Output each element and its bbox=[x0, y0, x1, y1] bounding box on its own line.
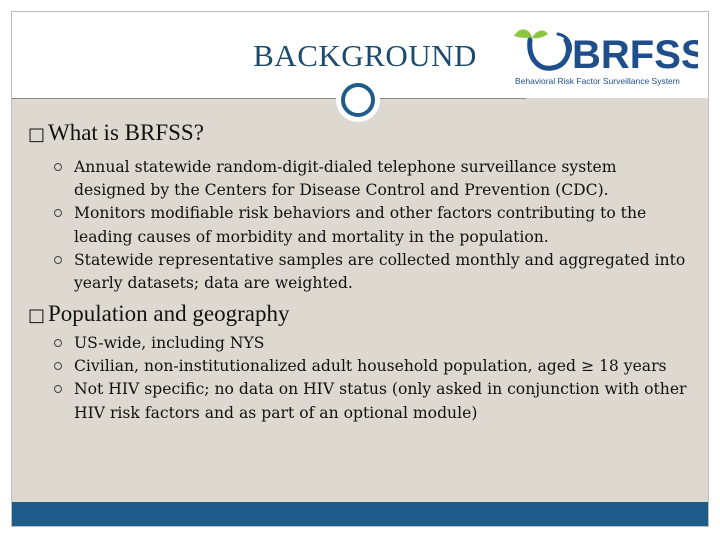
list-item bbox=[52, 355, 692, 378]
slide-title: BACKGROUND bbox=[253, 38, 477, 73]
list-item-text: Not HIV specific; no data on HIV status (only asked in conjunction with other HIV risk factors and as part of an optional module) bbox=[74, 380, 687, 422]
square-bullet-icon: □ bbox=[28, 124, 46, 145]
bullet-list bbox=[52, 332, 692, 425]
list-item bbox=[52, 332, 692, 355]
circle-bullet-icon bbox=[54, 385, 62, 393]
circle-bullet-icon bbox=[54, 362, 62, 370]
list-item-text: US-wide, including NYS bbox=[74, 334, 265, 352]
circle-bullet-icon bbox=[54, 339, 62, 347]
section-heading-text: What is BRFSS? bbox=[48, 120, 204, 145]
circle-bullet-icon bbox=[54, 163, 62, 171]
list-item bbox=[52, 249, 692, 295]
list-item bbox=[52, 378, 692, 424]
logo-tagline: Behavioral Risk Factor Surveillance System bbox=[515, 76, 680, 86]
header-divider bbox=[380, 98, 526, 99]
header-divider bbox=[12, 98, 342, 99]
divider-circle-icon bbox=[341, 83, 375, 117]
slide-footer-bar bbox=[12, 502, 708, 526]
circle-bullet-icon bbox=[54, 256, 62, 264]
list-item bbox=[52, 156, 692, 202]
logo-wordmark: BRFSS bbox=[572, 33, 698, 77]
list-item bbox=[52, 202, 692, 248]
list-item-text: Annual statewide random-digit-dialed telephone surveillance system designed by the Centers for Disease Control and Prevention (CDC). bbox=[74, 158, 617, 200]
brfss-logo-graphic bbox=[508, 22, 698, 82]
list-item-text: Civilian, non-institutionalized adult household population, aged ≥ 18 years bbox=[74, 357, 667, 376]
list-item-text: Monitors modifiable risk behaviors and other factors contributing to the leading causes of morbidity and mortality in the population. bbox=[74, 204, 647, 246]
square-bullet-icon: □ bbox=[28, 305, 46, 326]
section-heading-what-is-brfss bbox=[28, 120, 204, 146]
bullet-list bbox=[52, 156, 692, 295]
section-heading-population bbox=[28, 301, 289, 327]
circle-bullet-icon bbox=[54, 209, 62, 217]
section-heading-text: Population and geography bbox=[48, 301, 290, 326]
list-item-text: Statewide representative samples are collected monthly and aggregated into yearly datasets; data are weighted. bbox=[74, 250, 686, 293]
